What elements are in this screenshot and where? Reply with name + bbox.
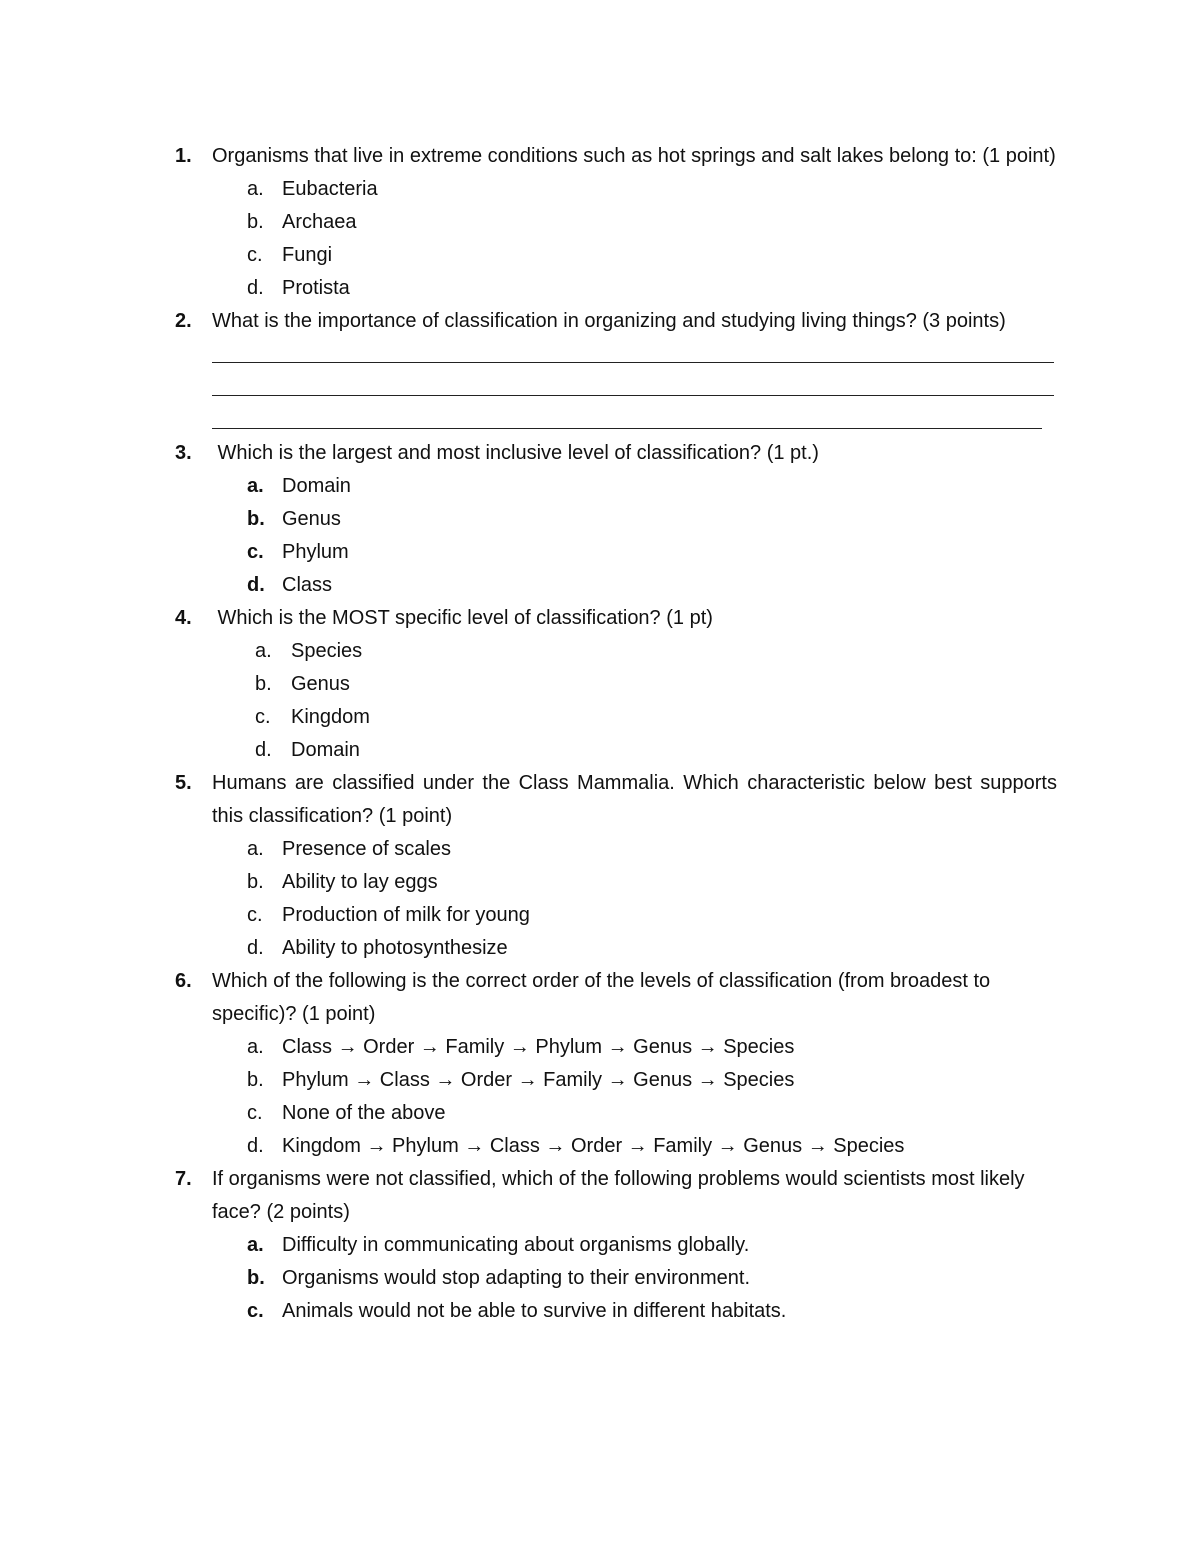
option-letter: c. <box>247 904 263 926</box>
option-text: Genus <box>291 673 350 695</box>
question-7-options <box>0 1229 1200 1328</box>
option-text: Difficulty in communicating about organisms globally. <box>282 1234 750 1256</box>
option-c[interactable] <box>212 899 1200 932</box>
option-letter: d. <box>247 574 265 596</box>
option-c[interactable] <box>212 1097 1200 1130</box>
question-3 <box>0 437 1057 470</box>
option-a[interactable] <box>212 833 1200 866</box>
option-text: Phylum → Class → Order → Family → Genus → Species <box>282 1069 795 1091</box>
option-letter: c. <box>247 541 264 563</box>
question-number: 7. <box>175 1168 192 1190</box>
question-text: Which of the following is the correct order of the levels of classification (from broadest to specific)? (1 point) <box>212 970 991 1025</box>
option-letter: d. <box>255 739 272 761</box>
option-c[interactable] <box>212 239 1200 272</box>
option-letter: a. <box>247 178 264 200</box>
option-letter: d. <box>247 1135 264 1157</box>
question-text: Organisms that live in extreme conditions such as hot springs and salt lakes belong to: (1 point) <box>212 145 1056 167</box>
option-text: Ability to photosynthesize <box>282 937 508 959</box>
option-letter: b. <box>247 1069 264 1091</box>
option-letter: c. <box>255 706 271 728</box>
option-text: Fungi <box>282 244 333 266</box>
option-letter: a. <box>247 1036 264 1058</box>
question-3-options <box>0 470 1200 602</box>
option-a[interactable] <box>212 1229 1200 1262</box>
option-text: Species <box>291 640 363 662</box>
question-number: 6. <box>175 970 192 992</box>
option-d[interactable] <box>212 1130 1200 1163</box>
answer-line-2[interactable] <box>212 371 1057 404</box>
option-text: Kingdom <box>291 706 370 728</box>
option-b[interactable] <box>212 1064 1200 1097</box>
option-text: Presence of scales <box>282 838 451 860</box>
question-5-options <box>0 833 1200 965</box>
question-1 <box>0 140 1057 173</box>
option-letter: b. <box>247 871 264 893</box>
option-b[interactable] <box>212 503 1200 536</box>
question-text: If organisms were not classified, which of the following problems would scientists most likely face? (2 points) <box>212 1168 1025 1223</box>
option-letter: c. <box>247 244 263 266</box>
option-letter: b. <box>247 211 264 233</box>
option-c[interactable] <box>212 536 1200 569</box>
option-letter: b. <box>247 508 265 530</box>
option-letter: b. <box>255 673 272 695</box>
option-d[interactable] <box>212 932 1200 965</box>
option-d[interactable] <box>212 734 1200 767</box>
option-letter: a. <box>247 838 264 860</box>
option-text: Genus <box>282 508 341 530</box>
option-text: Organisms would stop adapting to their environment. <box>282 1267 751 1289</box>
option-d[interactable] <box>212 569 1200 602</box>
option-b[interactable] <box>212 1262 1200 1295</box>
option-a[interactable] <box>212 1031 1200 1064</box>
option-d[interactable] <box>212 272 1200 305</box>
option-a[interactable] <box>212 635 1200 668</box>
option-text: Class → Order → Family → Phylum → Genus → Species <box>282 1036 795 1058</box>
option-letter: d. <box>247 277 264 299</box>
option-text: Protista <box>282 277 350 299</box>
option-text: Ability to lay eggs <box>282 871 438 893</box>
question-text: Humans are classified under the Class Mammalia. Which characteristic below best supports this classification? (1 point) <box>212 772 1057 827</box>
option-letter: d. <box>247 937 264 959</box>
question-2 <box>0 305 1057 437</box>
option-letter: a. <box>255 640 272 662</box>
option-b[interactable] <box>212 866 1200 899</box>
question-4-options <box>0 635 1200 767</box>
option-text: Class <box>282 574 333 596</box>
answer-line-3[interactable] <box>212 404 1057 437</box>
question-6 <box>0 965 1057 1031</box>
option-text: None of the above <box>282 1102 446 1124</box>
option-a[interactable] <box>212 470 1200 503</box>
option-text: Phylum <box>282 541 349 563</box>
option-letter: a. <box>247 1234 264 1256</box>
option-text: Animals would not be able to survive in different habitats. <box>282 1300 787 1322</box>
option-text: Eubacteria <box>282 178 378 200</box>
question-number: 5. <box>175 772 192 794</box>
question-number: 3. <box>175 442 192 464</box>
option-a[interactable] <box>212 173 1200 206</box>
question-7 <box>0 1163 1057 1229</box>
question-text: Which is the MOST specific level of classification? (1 pt) <box>212 607 713 629</box>
option-letter: a. <box>247 475 264 497</box>
option-text: Domain <box>282 475 351 497</box>
question-text: Which is the largest and most inclusive level of classification? (1 pt.) <box>212 442 819 464</box>
option-c[interactable] <box>212 701 1200 734</box>
option-text: Archaea <box>282 211 357 233</box>
question-text: What is the importance of classification in organizing and studying living things? (3 points) <box>212 310 1006 332</box>
option-letter: b. <box>247 1267 265 1289</box>
question-number: 1. <box>175 145 192 167</box>
option-b[interactable] <box>212 668 1200 701</box>
option-text: Kingdom → Phylum → Class → Order → Family → Genus → Species <box>282 1135 905 1157</box>
option-b[interactable] <box>212 206 1200 239</box>
question-4 <box>0 602 1057 635</box>
question-number: 4. <box>175 607 192 629</box>
option-c[interactable] <box>212 1295 1200 1328</box>
answer-line-1[interactable] <box>212 338 1057 371</box>
option-text: Production of milk for young <box>282 904 530 926</box>
question-5 <box>0 767 1057 833</box>
option-letter: c. <box>247 1300 264 1322</box>
question-6-options <box>0 1031 1200 1163</box>
option-text: Domain <box>291 739 360 761</box>
question-list <box>0 140 1200 1328</box>
question-1-options <box>0 173 1200 305</box>
option-letter: c. <box>247 1102 263 1124</box>
question-number: 2. <box>175 310 192 332</box>
